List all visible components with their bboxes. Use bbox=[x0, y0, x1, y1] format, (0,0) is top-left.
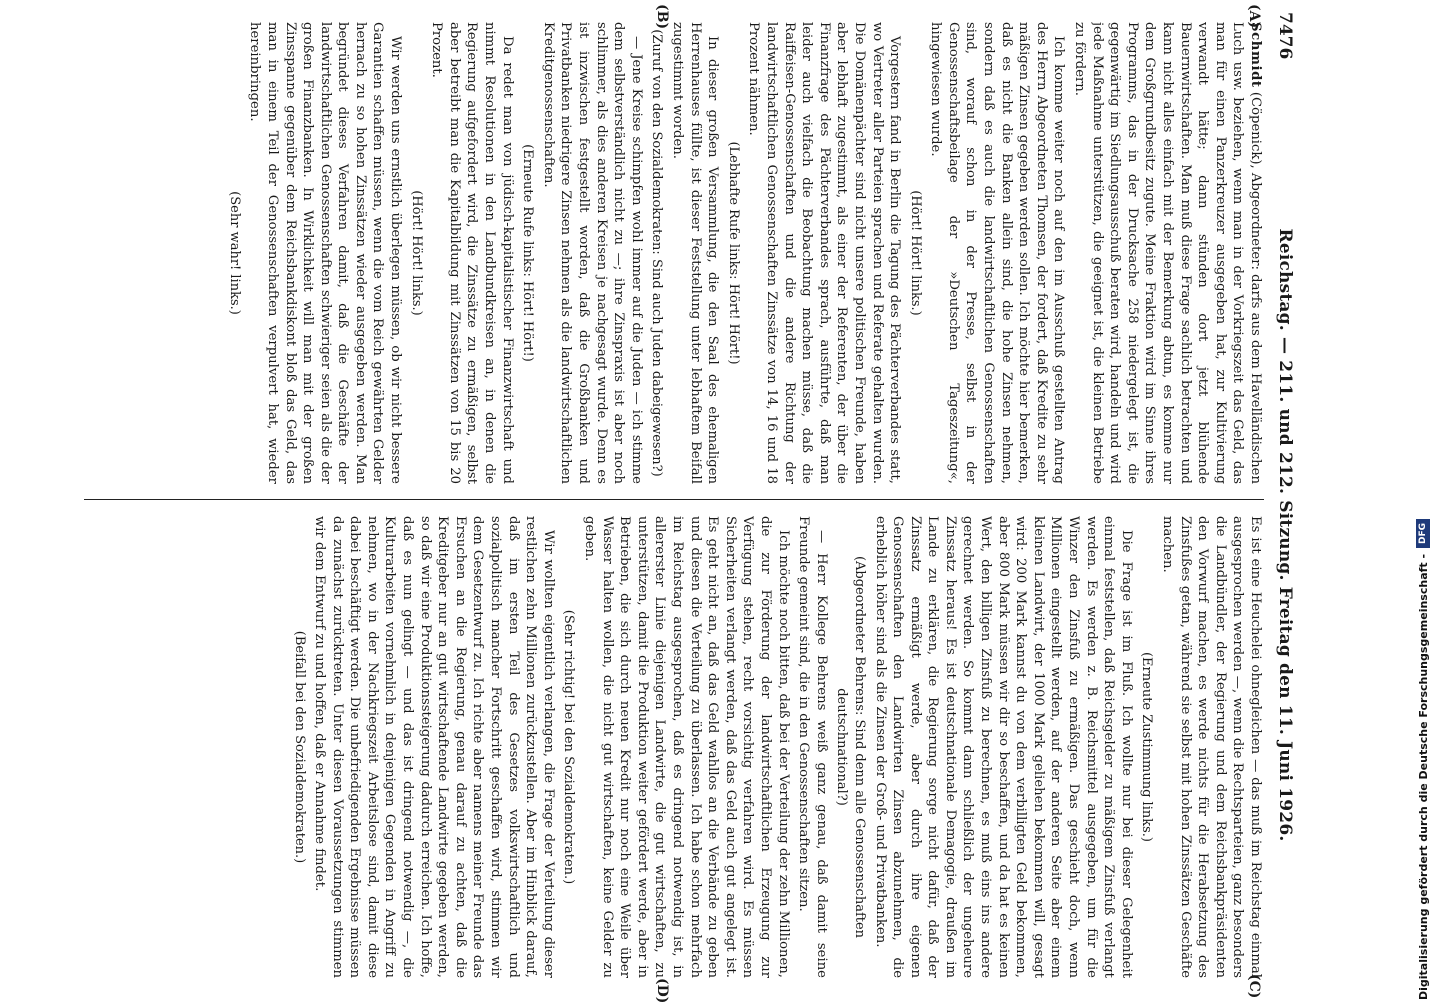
left-column bbox=[14, 22, 1264, 484]
paragraph: Wir werden uns ernstlich überlegen müssen, ob wir nicht bessere Garantien schaffen müssen, wenn die vom Reich gewährten Gelder hernach zu so hohen Zinssätzen wieder ausgegeben werden. Man begründet dieses Verfahren damit, daß die Geschäfte der landwirtschaftlichen Genossenschaften schwieriger seien als die der großen Finanzbanken. In Wirklichkeit will man mit der großen Zinsspanne gegenüber dem Reichsbankdiskont bloß das Geld, das man in einem Teil der Genossenschaften verpulvert hat, wieder hereinbringen. bbox=[247, 22, 404, 484]
interjection: (Beifall bei den Sozialdemokraten.) bbox=[291, 630, 307, 864]
interjection: (Lebhafte Rufe links: Hört! Hört!) bbox=[725, 141, 741, 365]
interjection: (Sehr wahr! links.) bbox=[226, 191, 242, 315]
paragraph: Die Frage ist im Fluß. Ich wollte nur bei dieser Gelegenheit einmal feststellen, daß Reichsgelder zu mäßigem Zinsfuß verlangt werden. Es werden z. B. Reichsmittel ausgegeben, um für die Winzer den Zinsfuß zu ermäßigen. Das geschieht doch, wenn Millionen eingestellt werden, auf der anderen Seite aber einem kleinen Landwirt, der 1000 Mark geliehen bekommen will, gesagt wird: 200 Mark kannst du von dem verbilligten Geld bekommen, aber 800 Mark müssen wir dir so beschaffen, und da hat es keinen Wert, den billigen Zinsfuß zu berechnen, es muß eins ins andere gerechnet werden. So kommt dann schließlich der ungeheure Zinssatz heraus! Es ist deutschnationale Demagogie, draußen im Lande zu erklären, die Regierung sorge nicht dafür, daß der Zinssatz ermäßigt werde, aber durch ihre eigenen Genossenschaften den Landwirten Zinsen abzunehmen, die erheblich höher sind als die Zinsen der Groß- und Privatbanken. bbox=[872, 516, 1134, 978]
interjection: (Hört! Hört! links.) bbox=[408, 190, 424, 316]
right-column bbox=[14, 516, 1264, 978]
paragraph: Ich möchte noch bitten, daß bei der Verteilung der zehn Millionen, die zur Förderung der landwirtschaftlichen Erzeugung zur Verfügung stehen, recht vorsichtig verfahren wird. Es müssen Sicherheiten verlangt werden, daß das Geld auch gut angelegt ist. Es geht nicht an, daß das Geld wahllos an die Verbände zu geben und diesen die Verteilung zu überlassen. Ich habe schon mehrfach im Reichstag ausgesprochen, daß es dringend notwendig ist, in allererster Linie diejenigen Landwirte, die gut wirtschaften, zu unterstützen, damit die Produktion weiter gefördert werde, aber in Betrieben, die sich durch neuen Kredit nur noch eine Weile über Wasser halten wollen, die nicht gut wirtschaften, keine Gelder zu geben. bbox=[582, 516, 791, 978]
paragraph: Vorgestern fand in Berlin die Tagung des Pächterverbandes statt, wo Vertreter aller Parteien sprachen und Referate gehalten wurden. Die Domänenpächter sind nicht unsere politischen Freunde, haben aber lebhaft zugestimmt, als einer der Referenten, der über die Finanzfrage des Pächterverbandes sprach, ausführte, daß man leider auch vielfach die Beobachtung machen müsse, daß die Raiffeisen-Genossenschaften und die andere Richtung der landwirtschaftlichen Genossenschaften Zinssätze von 14, 16 und 18 Prozent nähmen. bbox=[746, 22, 903, 484]
interjection: (Erneute Zustimmung links.) bbox=[1139, 651, 1155, 843]
margin-marker-d: (D) bbox=[654, 978, 670, 1003]
paragraph: — Herr Kollege Behrens weiß ganz genau, daß damit seine Freunde gemeint sind, die in den Genossenschaften sitzen. bbox=[796, 516, 829, 978]
page-title: Reichstag. — 211. und 212. Sitzung. Freitag den 11. Juni 1926. bbox=[1275, 228, 1295, 842]
credit-text: Digitalisierung gefördert durch die Deutsche Forschungsgemeinschaft - bbox=[1416, 553, 1430, 1000]
paragraph: — Jene Kreise schimpfen wohl immer auf die Juden — ich stimme dem selbstverständlich nicht zu —; ihre Zinspraxis ist aber noch schlimmer, als dies anderen Kreisen je nachgesagt wurde. Denn es ist inzwischen festgestellt worden, daß die Großbanken und Privatbanken niedrigere Zinsen nehmen als die landwirtschaftlichen Kreditgenossenschaften. bbox=[540, 22, 644, 484]
paragraph: Wir wollten eigentlich verlangen, die Frage der Verteilung dieser restlichen zehn Millionen zurückzustellen. Aber im Hinblick darauf, daß im ersten Teil des Gesetzes volkswirtschaftlich und sozialpolitisch mancher Fortschritt geschaffen wird, stimmen wir dem Gesetzentwurf zu. Ich richte aber namens meiner Freunde das Ersuchen an die Regierung, genau darauf zu achten, daß die Kreditgeber nur an gut wirtschaftende Landwirte gegeben werden, so daß wir eine Produktionssteigerung dadurch erreichen. Ich hoffe, daß es nun gelingt — und das ist dringend notwendig —, die Kulturarbeiten vornehmlich in denjenigen Gegenden in Angriff zu nehmen, wo in der Nachkriegszeit Arbeitslose sind, damit diese dabei beschäftigt werden. Die unbefriedigenden Ergebnisse müssen da zunächst zurücktreten. Unter diesen Voraussetzungen stimmen wir dem Entwurf zu und hoffen, daß er Annahme findet. bbox=[312, 516, 556, 978]
column-divider bbox=[84, 499, 1264, 500]
digitization-credit bbox=[1416, 519, 1430, 1000]
interjection: (Zuruf von den Sozialdemokraten: Sind auch Juden dabeigewesen?) bbox=[649, 29, 665, 477]
interjection: (Erneute Rufe links: Hört! Hört!) bbox=[520, 144, 536, 362]
speaker-name: Schmidt bbox=[1248, 22, 1263, 88]
paragraph: darfs aus dem Havelländischen Luch usw. beziehen, wenn man in der Vorkriegszeit das Geld, das man für einen Panzerkreuzer ausgegeben hat, zur Kultivierung verwandt hätte; dann stünden dort jetzt blühende Bauernwirtschaften. Man muß diese Frage sachlich betrachten und kann nicht alles einfach mit der Bemerkung abtun, es komme nur dem Großgrundbesitz zugute. Meine Fraktion wird im Sinne ihres Programms, das in der Drucksache 258 niedergelegt ist, die gegenwärtig im Siedlungsausschuß beraten wird, handeln und wird jede Maßnahme unterstützen, die geeignet ist, die kleinen Betriebe zu fördern. bbox=[1072, 22, 1263, 484]
paragraph: Es ist eine Heuchelei ohnegleichen — das muß im Reichstag einmal ausgesprochen werden —, wenn die Rechtsparteien, ganz besonders die Landbündler, der Regierung und dem Reichsbankpräsidenten den Vorwurf machen, es werde nichts für die Herabsetzung des Zinsfußes getan, während sie selbst mit hohen Zinssätzen Geschäfte machen. bbox=[1160, 516, 1263, 978]
interjection: (Sehr richtig! bei den Sozialdemokraten.) bbox=[561, 609, 577, 885]
dfg-logo-icon: DFG bbox=[1416, 519, 1430, 548]
margin-marker-a: (A) bbox=[1246, 4, 1262, 29]
margin-marker-b: (B) bbox=[654, 4, 670, 30]
paragraph: Da redet man von jüdisch-kapitalistischer Finanzwirtschaft und nimmt Resolutionen in den Landbundkreisen an, in denen die Regierung aufgefordert wird, die Zinssätze zu ermäßigen, selbst aber betreibt man die Kapitalbildung mit Zinssätzen von 15 bis 20 Prozent. bbox=[429, 22, 515, 484]
paragraph: Ich komme weiter noch auf den im Ausschuß gestellten Antrag des Herrn Abgeordneten Thomsen, der fordert, daß Kredite zu sehr mäßigen Zinsen gegeben werden sollen. Ich möchte hier bemerken, daß es nicht die Banken allein sind, die hohe Zinsen nehmen, sondern daß es auch die landwirtschaftlichen Genossenschaften sind, worauf schon in der Presse, selbst in der Genossenschaftsbeilage der »Deutschen Tageszeitung«, hingewiesen wurde. bbox=[928, 22, 1067, 484]
page-header bbox=[1270, 12, 1300, 988]
paragraph: In dieser großen Versammlung, die den Saal des ehemaligen Herrenhauses füllte, ist dieser Feststellung unter lebhaftem Beifall zugestimmt worden. bbox=[670, 22, 721, 484]
page-number: 7476 bbox=[1275, 12, 1295, 60]
speaker-paragraph bbox=[1070, 22, 1264, 484]
interjection: (Hört! Hört! links.) bbox=[907, 190, 923, 316]
margin-marker-c: (C) bbox=[1246, 974, 1262, 999]
speaker-detail: (Cöpenick), Abgeordneter: bbox=[1248, 91, 1263, 270]
interjection: (Abgeordneter Behrens: Sind denn alle Genossenschaften deutschnational?) bbox=[834, 555, 867, 939]
